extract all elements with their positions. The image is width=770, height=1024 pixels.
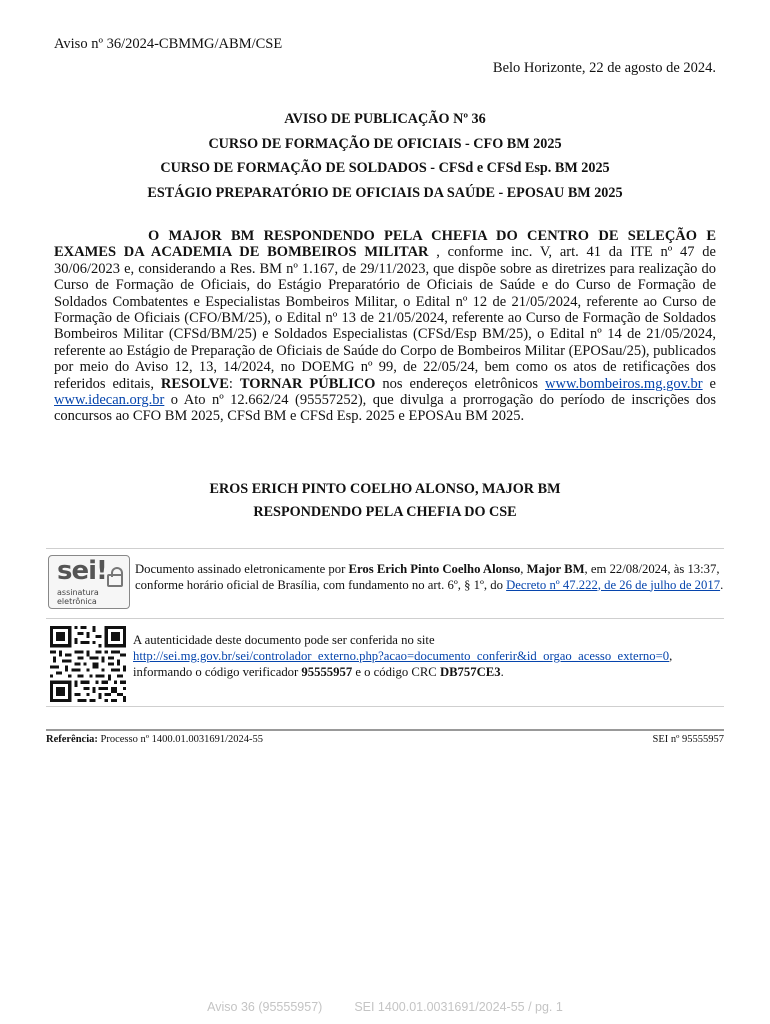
signer-role: RESPONDENDO PELA CHEFIA DO CSE bbox=[253, 504, 517, 520]
sei-number: SEI nº 95555957 bbox=[652, 734, 724, 745]
body-tornar-publico: TORNAR PÚBLICO bbox=[239, 375, 376, 392]
title-cfsd: CURSO DE FORMAÇÃO DE SOLDADOS - CFSd e CFSd Esp. BM 2025 bbox=[160, 160, 610, 176]
title-eposau: ESTÁGIO PREPARATÓRIO DE OFICIAIS DA SAÚDE - EPOSAU BM 2025 bbox=[147, 184, 623, 201]
page-footer-right: SEI 1400.01.0031691/2024-55 / pg. 1 bbox=[354, 1000, 563, 1014]
place-date: Belo Horizonte, 22 de agosto de 2024. bbox=[492, 60, 716, 76]
process-reference-label: Referência: bbox=[46, 734, 98, 745]
crc-code: DB757CE3 bbox=[439, 665, 501, 679]
body-paragraph bbox=[54, 228, 716, 425]
body-text-2: nos endereços eletrônicos bbox=[375, 375, 545, 392]
idecan-link[interactable]: www.idecan.org.br bbox=[54, 392, 165, 409]
signer-name: EROS ERICH PINTO COELHO ALONSO, MAJOR BM bbox=[209, 481, 561, 497]
sei-logo-sub-1: assinatura bbox=[57, 588, 99, 597]
decree-link[interactable]: Decreto nº 47.222, de 26 de julho de 2017 bbox=[506, 577, 721, 592]
divider bbox=[46, 548, 724, 549]
authenticity-text-2: , informando o código verificador bbox=[133, 649, 673, 679]
signature-text-1: Documento assinado eletronicamente por bbox=[135, 562, 349, 576]
body-text-4: o Ato nº 12.662/24 (95557252), que divulga a prorrogação do período de inscrições dos concursos ao CFO BM 2025, CFSd BM e CFSd Esp. 2025 e EPOSAu BM 2025. bbox=[54, 392, 716, 425]
qr-code-icon bbox=[48, 626, 128, 702]
body-bold-intro: O MAJOR BM RESPONDENDO PELA CHEFIA DO CENTRO DE SELEÇÃO E EXAMES DA ACADEMIA DE BOMBEIROS MILITAR bbox=[54, 228, 716, 261]
document-reference: Aviso nº 36/2024-CBMMG/ABM/CSE bbox=[54, 36, 283, 52]
signer-block bbox=[0, 478, 770, 524]
body-text-3: e bbox=[702, 375, 716, 392]
lock-icon bbox=[107, 574, 123, 587]
authenticity-period: . bbox=[500, 665, 504, 679]
title-cfo: CURSO DE FORMAÇÃO DE OFICIAIS - CFO BM 2025 bbox=[208, 135, 562, 152]
authenticity-text-3: e o código CRC bbox=[352, 665, 440, 679]
sei-logo-sub-2: eletrônica bbox=[57, 597, 97, 606]
process-reference-value: Processo nº 1400.01.0031691/2024-55 bbox=[97, 734, 264, 745]
body-text-1: , conforme inc. V, art. 41 da ITE nº 47 de 30/06/2023 e, considerando a Res. BM nº 1.167, de 29/11/2023, que dispõe sobre as diretrizes para realização do Curso de Formação de Oficiais, do Estágio Preparatório de Oficiais de Saúde e do Curso de Formação de Soldados Combatentes e Especialistas Bombeiros Militar, o Edital nº 12 de 21/05/2024, referente ao Curso de Formação de Oficiais (CFO/BM/25), o Edital nº 13 de 21/05/2024, referente ao Curso de Formação de Soldados Bombeiros Militar (CFSd/BM/25) e Soldados Especialistas (CFSd/Esp BM/25), o Edital nº 14 de 21/05/2024, referente ao Estágio de Preparação de Oficiais de Saúde do Corpo de Bombeiros Militar (EPOSau/25), publicados por meio do Aviso 12, 13, 14/2024, no DOEMG nº 99, de 22/05/24, bem como os atos de retificações dos referidos editais, bbox=[54, 244, 716, 392]
title-notice: AVISO DE PUBLICAÇÃO Nº 36 bbox=[284, 111, 486, 127]
sei-signature-logo bbox=[48, 555, 130, 609]
signature-role: Major BM bbox=[526, 562, 585, 576]
divider bbox=[46, 706, 724, 707]
electronic-signature-block bbox=[46, 552, 724, 614]
page-footer-left: Aviso 36 (95555957) bbox=[207, 1000, 323, 1014]
sei-logo-word: sei! bbox=[57, 556, 107, 586]
verifier-code: 95555957 bbox=[301, 665, 353, 679]
signature-period: . bbox=[720, 577, 724, 592]
signature-text-2: , em 22/08/2024, às 13:37, conforme horário oficial de Brasília, com fundamento no art. 6º, § 1º, do bbox=[135, 562, 720, 592]
signature-comma: , bbox=[520, 562, 527, 576]
body-resolve: RESOLVE bbox=[160, 375, 229, 392]
bombeiros-link[interactable]: www.bombeiros.mg.gov.br bbox=[545, 375, 703, 392]
sei-logo-subtitle bbox=[57, 588, 99, 606]
divider bbox=[46, 618, 724, 619]
sei-verification-link[interactable]: http://sei.mg.gov.br/sei/controlador_externo.php?acao=documento_conferir&id_orgao_acesso_externo=0 bbox=[133, 649, 670, 663]
title-block bbox=[0, 107, 770, 205]
signature-name: Eros Erich Pinto Coelho Alonso bbox=[348, 562, 521, 576]
authenticity-block bbox=[46, 624, 724, 704]
footer-divider bbox=[46, 729, 724, 731]
authenticity-text bbox=[133, 632, 723, 680]
process-reference bbox=[46, 734, 263, 745]
page-footer bbox=[0, 1000, 770, 1014]
signature-text bbox=[135, 562, 725, 593]
body-colon: : bbox=[228, 375, 240, 392]
authenticity-text-1: A autenticidade deste documento pode ser conferida no site bbox=[133, 633, 435, 647]
